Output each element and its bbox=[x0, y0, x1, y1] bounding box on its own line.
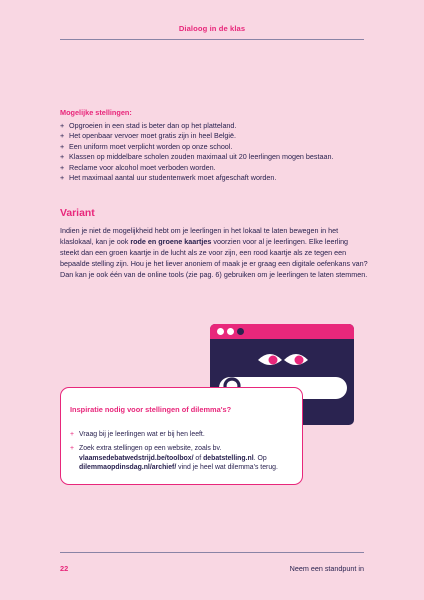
stellingen-heading: Mogelijke stellingen: bbox=[60, 108, 132, 117]
plus-icon: + bbox=[60, 121, 65, 130]
list-item bbox=[60, 152, 360, 162]
stellingen-list bbox=[60, 121, 360, 183]
list-item bbox=[60, 121, 360, 131]
list-item bbox=[60, 173, 360, 183]
variant-emphasis: rode en groene kaartjes bbox=[130, 236, 212, 246]
list-item-text: Het openbaar vervoer moet gratis zijn in heel België. bbox=[69, 131, 237, 141]
inspiration-title: Inspiratie nodig voor stellingen of dilemma's? bbox=[70, 405, 232, 414]
eye-icon bbox=[258, 353, 282, 366]
plus-icon: + bbox=[60, 162, 65, 172]
eye-icon bbox=[284, 353, 308, 366]
list-item-text: Zoek extra stellingen op een website, zoals bv. bbox=[79, 444, 222, 452]
connector-text: of bbox=[193, 454, 204, 462]
list-item bbox=[70, 444, 296, 473]
list-item-text: Reclame voor alcohol moet verboden worden. bbox=[69, 162, 216, 172]
window-dot-icon bbox=[217, 328, 224, 335]
list-item-text: Opgroeien in een stad is beter dan op het platteland. bbox=[69, 121, 237, 130]
list-item-text: Klassen op middelbare scholen zouden maximaal uit 20 leerlingen mogen bestaan. bbox=[69, 152, 334, 162]
footer-title: Neem een standpunt in bbox=[289, 564, 364, 573]
variant-paragraph bbox=[60, 226, 368, 281]
variant-heading: Variant bbox=[60, 208, 95, 219]
link-debatstelling[interactable]: debatstelling.nl bbox=[203, 454, 254, 462]
list-item-text: Vraag bij je leerlingen wat er bij hen leeft. bbox=[79, 431, 205, 438]
running-header: Dialoog in de klas bbox=[178, 24, 246, 33]
list-item bbox=[70, 430, 296, 440]
inspiration-list bbox=[70, 430, 296, 477]
header-divider bbox=[60, 39, 364, 40]
variant-text-start: Indien je niet de mogelijkheid hebt om je leerlingen in het lokaal te laten bewegen in het klaslokaal, kan je ook bbox=[60, 226, 339, 246]
plus-icon: + bbox=[60, 131, 65, 141]
connector-text: . Op bbox=[253, 454, 267, 462]
list-item bbox=[60, 163, 360, 173]
inspiration-box bbox=[60, 387, 303, 485]
page-number: 22 bbox=[60, 564, 69, 573]
list-item bbox=[60, 142, 360, 152]
plus-icon: + bbox=[60, 152, 65, 162]
plus-icon: + bbox=[70, 431, 75, 438]
footer-divider bbox=[60, 552, 364, 553]
list-item-text: Het maximaal aantal uur studentenwerk moet afgeschaft worden. bbox=[69, 173, 277, 183]
window-dot-icon bbox=[237, 328, 244, 335]
window-dot-icon bbox=[227, 328, 234, 335]
connector-text: vind je heel wat dilemma's terug. bbox=[176, 464, 278, 472]
plus-icon: + bbox=[70, 444, 75, 452]
link-vlaamsedebatwedstrijd[interactable]: vlaamsedebatwedstrijd.be/toolbox/ bbox=[79, 454, 194, 462]
plus-icon: + bbox=[60, 141, 65, 151]
list-item bbox=[60, 131, 360, 141]
variant-text-end: voorzien voor al je leerlingen. Elke leerling steekt dan een groen kaartje in de lucht als ze voor zijn, een rood kaartje als ze tegen een bepaalde stelling zijn. Hou je het liever anoniem of maak je er graag een digitale oefenkans van? Dan kan je ook één van de online tools (zie pag. 6) gebruiken om je leerlingen te laten stemmen. bbox=[60, 236, 368, 279]
list-item-text: Een uniform moet verplicht worden op onze school. bbox=[69, 141, 233, 151]
plus-icon: + bbox=[60, 173, 65, 183]
link-dilemmaopdinsdag[interactable]: dilemmaopdinsdag.nl/archief/ bbox=[79, 464, 177, 472]
